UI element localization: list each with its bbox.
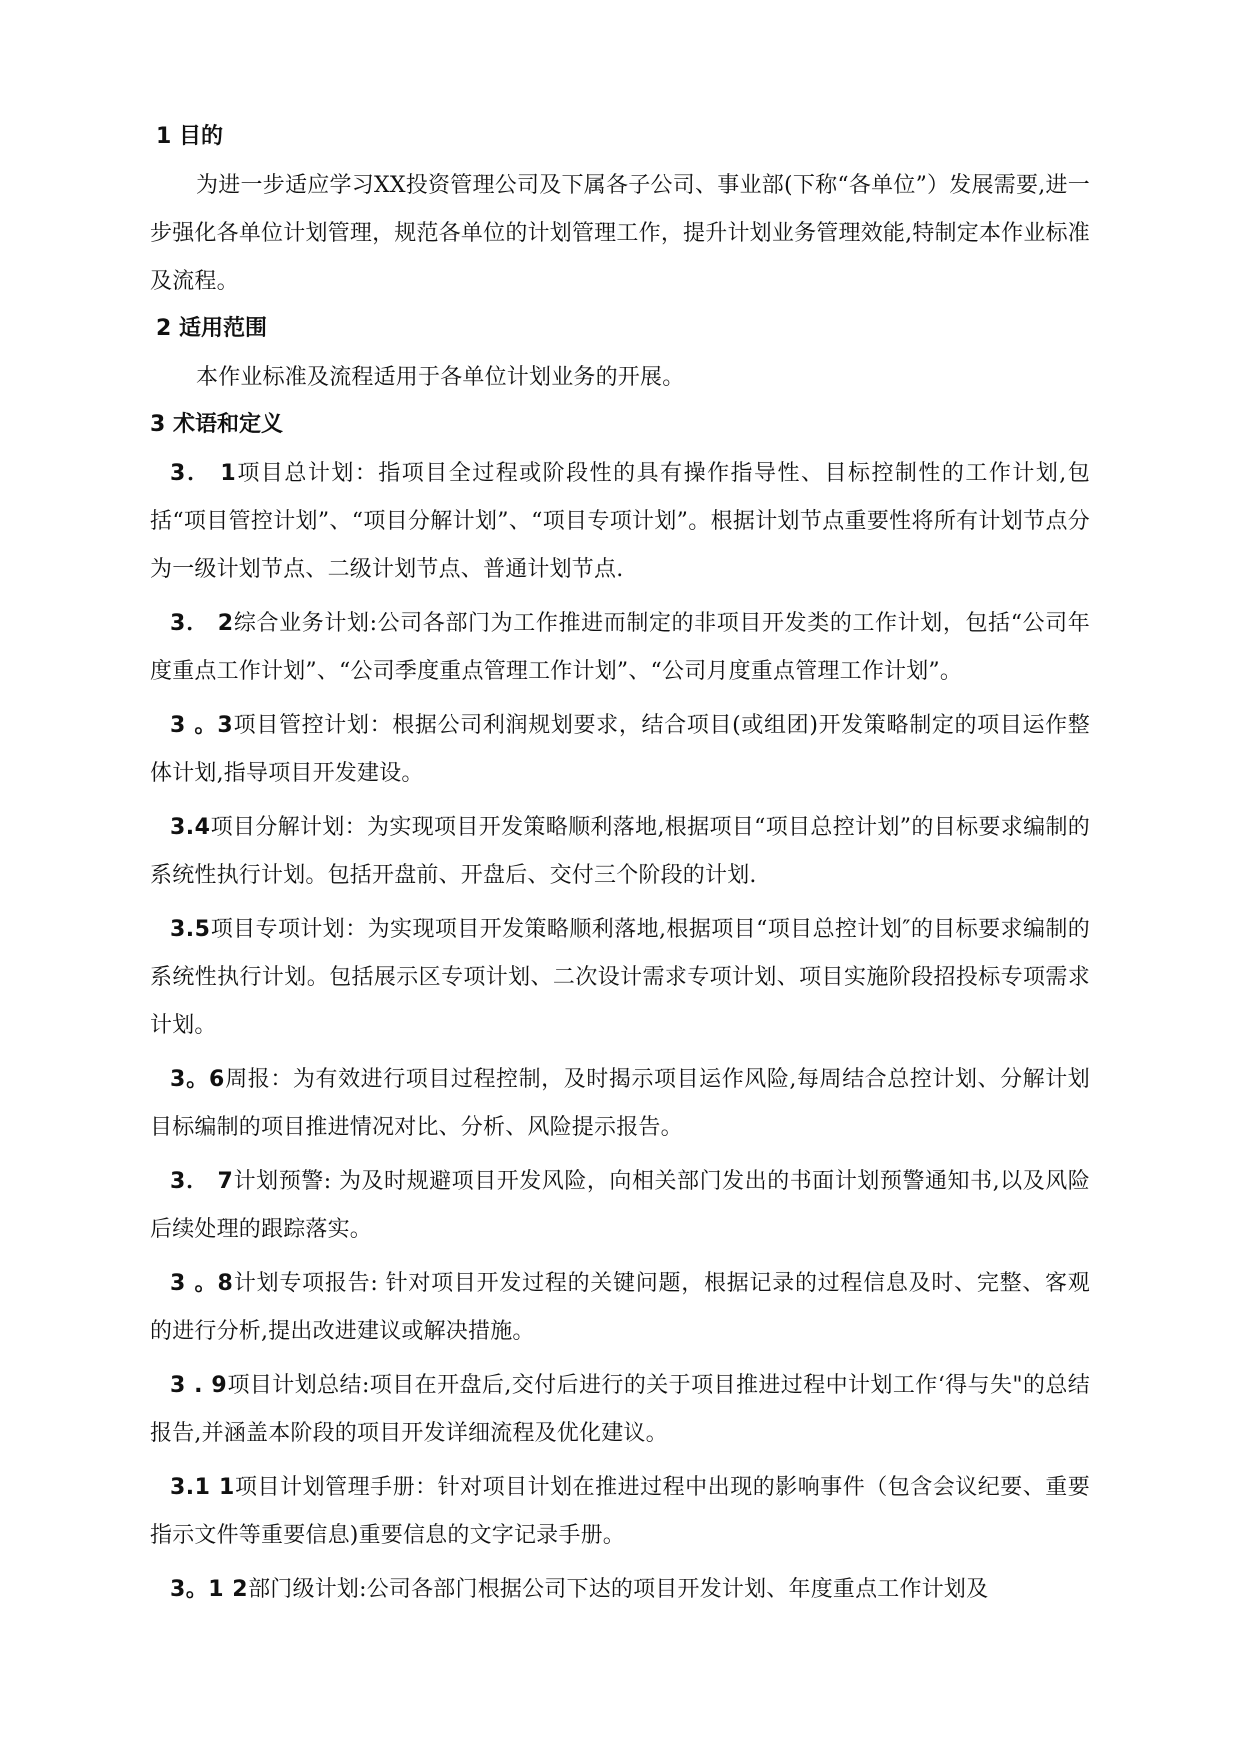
section-3-heading: 3 术语和定义 xyxy=(150,412,283,437)
definition-3-9 xyxy=(150,1362,1090,1458)
section-2-body: 本作业标准及流程适用于各单位计划业务的开展。 xyxy=(196,365,685,390)
section-2-heading: 2 适用范围 xyxy=(156,316,267,341)
definition-number: 3． 7 xyxy=(170,1169,234,1194)
definition-3-2 xyxy=(150,600,1090,696)
definition-text: 计划预警: 为及时规避项目开发风险，向相关部门发出的书面计划预警通知书,以及风险后续处理的跟踪落实。 xyxy=(150,1169,1090,1242)
definition-3-5 xyxy=(150,906,1090,1050)
definition-number: 3 . 9 xyxy=(170,1373,228,1398)
definition-text: 部门级计划:公司各部门根据公司下达的项目开发计划、年度重点工作计划及 xyxy=(248,1577,989,1602)
definition-text: 计划专项报告: 针对项目开发过程的关键问题，根据记录的过程信息及时、完整、客观的进行分析,提出改进建议或解决措施。 xyxy=(150,1271,1090,1344)
definition-number: 3． 1 xyxy=(170,461,237,486)
definition-number: 3。1 2 xyxy=(170,1577,249,1602)
document-page xyxy=(150,120,1090,1620)
definition-number: 3.5 xyxy=(170,917,211,942)
definition-3-6 xyxy=(150,1056,1090,1152)
definition-number: 3.1 1 xyxy=(170,1475,235,1500)
definition-text: 项目计划总结:项目在开盘后,交付后进行的关于项目推进过程中计划工作‘得与失"的总结报告,并涵盖本阶段的项目开发详细流程及优化建议。 xyxy=(150,1373,1090,1446)
definition-3-3 xyxy=(150,702,1090,798)
definition-number: 3． 2 xyxy=(170,611,234,636)
definition-text: 项目管控计划：根据公司利润规划要求，结合项目(或组团)开发策略制定的项目运作整体计划,指导项目开发建设。 xyxy=(150,713,1091,786)
definition-text: 项目分解计划：为实现项目开发策略顺利落地,根据项目“项目总控计划”的目标要求编制的系统性执行计划。包括开盘前、开盘后、交付三个阶段的计划. xyxy=(150,815,1090,888)
definition-3-7 xyxy=(150,1158,1090,1254)
definition-number: 3.4 xyxy=(170,815,211,840)
definition-text: 项目计划管理手册：针对项目计划在推进过程中出现的影响事件（包含会议纪要、重要指示文件等重要信息)重要信息的文字记录手册。 xyxy=(150,1475,1090,1548)
definition-3-4 xyxy=(150,804,1090,900)
section-1-body: 为进一步适应学习XX投资管理公司及下属各子公司、事业部(下称“各单位”）发展需要,进一步强化各单位计划管理，规范各单位的计划管理工作，提升计划业务管理效能,特制定本作业标准及流程。 xyxy=(150,173,1090,294)
definition-number: 3 。3 xyxy=(170,713,234,738)
definition-3-1 xyxy=(150,450,1090,594)
section-1-heading: 1 目的 xyxy=(156,124,223,149)
definition-text: 项目专项计划：为实现项目开发策略顺利落地,根据项目“项目总控计划″的目标要求编制的系统性执行计划。包括展示区专项计划、二次设计需求专项计划、项目实施阶段招投标专项需求计划。 xyxy=(150,917,1090,1038)
definition-number: 3。6 xyxy=(170,1067,225,1092)
definition-3-8 xyxy=(150,1260,1090,1356)
definition-3-12 xyxy=(150,1566,1090,1614)
definition-text: 综合业务计划:公司各部门为工作推进而制定的非项目开发类的工作计划，包括“公司年度重点工作计划”、“公司季度重点管理工作计划”、“公司月度重点管理工作计划”。 xyxy=(150,611,1090,684)
definition-3-11 xyxy=(150,1464,1090,1560)
definition-text: 项目总计划：指项目全过程或阶段性的具有操作指导性、目标控制性的工作计划,包括“项目管控计划”、“项目分解计划”、“项目专项计划”。根据计划节点重要性将所有计划节点分为一级计划节点、二级计划节点、普通计划节点. xyxy=(150,461,1090,582)
definition-number: 3 。8 xyxy=(170,1271,234,1296)
definition-text: 周报：为有效进行项目过程控制，及时揭示项目运作风险,每周结合总控计划、分解计划目标编制的项目推进情况对比、分析、风险提示报告。 xyxy=(150,1067,1090,1140)
